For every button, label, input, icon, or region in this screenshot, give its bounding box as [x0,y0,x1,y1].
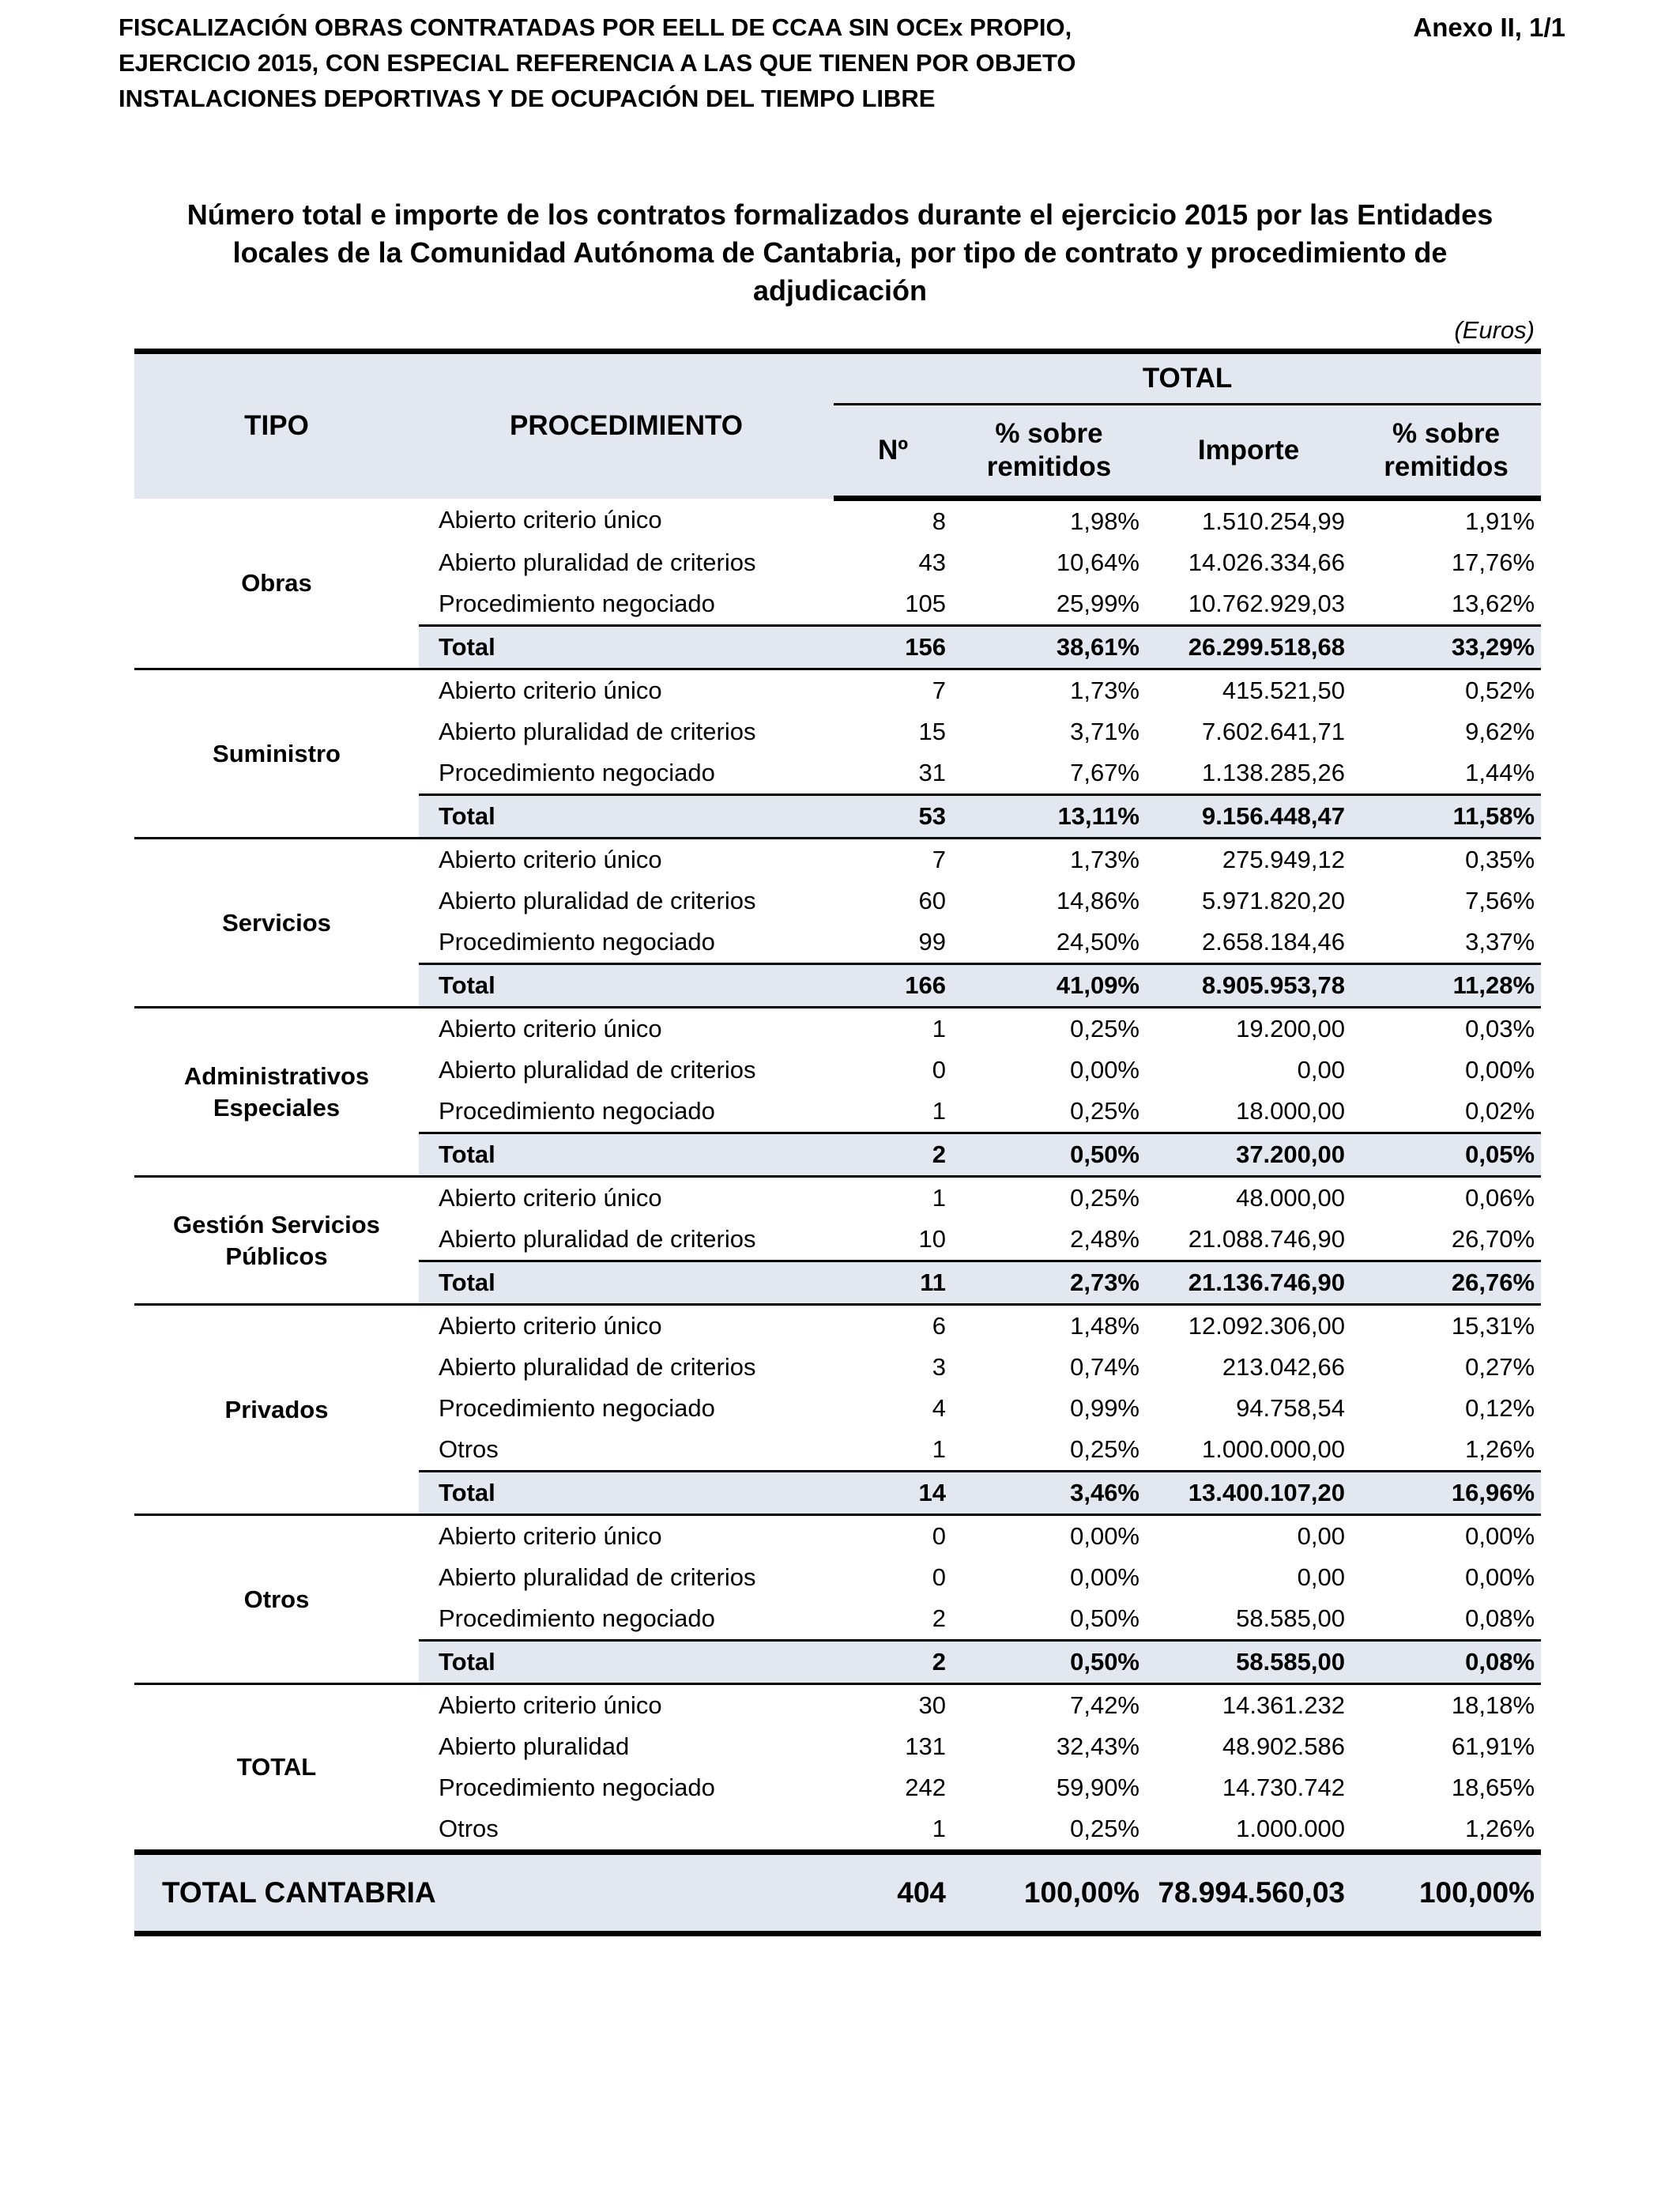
procedimiento-cell: Abierto criterio único [439,1015,662,1042]
procedimiento-cell: Procedimiento negociado [439,1604,715,1632]
header-line: INSTALACIONES DEPORTIVAS Y DE OCUPACIÓN DEL TIEMPO LIBRE [119,85,936,112]
pct-importe-cell: 18,18% [1451,1691,1535,1719]
importe-cell: 94.758,54 [1236,1394,1345,1422]
importe-cell: 1.000.000,00 [1201,1435,1345,1463]
importe-cell: 1.510.254,99 [1201,507,1345,535]
pct-importe-cell: 1,26% [1465,1815,1535,1842]
header-importe: Importe [1146,405,1351,499]
table-row [134,1515,1541,1558]
importe-cell: 18.000,00 [1236,1097,1345,1125]
count-cell: 131 [905,1732,946,1760]
units-label: (Euros) [1454,316,1535,344]
grand-count-cell: 404 [834,1853,952,1934]
pct-count-cell: 38,61% [952,626,1146,669]
pct-importe-cell: 0,02% [1465,1097,1535,1125]
procedimiento-cell: Procedimiento negociado [439,759,715,786]
pct-importe-cell: 17,76% [1451,548,1535,576]
grand-total-row [134,1853,1541,1934]
grand-pct-importe-cell: 100,00% [1351,1853,1541,1934]
importe-cell: 21.088.746,90 [1188,1225,1345,1253]
procedimiento-cell: Abierto pluralidad de criterios [439,1056,756,1084]
pct-importe-cell: 61,91% [1451,1732,1535,1760]
tipo-cell: Suministro [134,669,419,839]
table-row [134,1177,1541,1220]
count-cell: 0 [932,1563,946,1591]
importe-cell: 10.762.929,03 [1188,590,1345,617]
pct-importe-cell: 1,44% [1465,759,1535,786]
pct-importe-cell: 26,76% [1351,1261,1541,1305]
header-total: TOTAL [834,352,1541,405]
importe-cell: 1.000.000 [1236,1815,1345,1842]
count-cell: 3 [932,1353,946,1381]
pct-count-cell: 0,74% [1070,1353,1139,1381]
pct-importe-cell: 9,62% [1465,718,1535,745]
count-cell: 1 [932,1435,946,1463]
pct-count-cell: 7,42% [1070,1691,1139,1719]
procedimiento-cell: Abierto pluralidad de criterios [439,1225,756,1253]
table-title [134,196,1546,310]
importe-cell: 58.585,00 [1146,1641,1351,1684]
pct-importe-cell: 0,27% [1465,1353,1535,1381]
importe-cell: 275.949,12 [1222,846,1345,873]
importe-cell: 2.658.184,46 [1201,928,1345,956]
importe-cell: 26.299.518,68 [1146,626,1351,669]
count-cell: 1 [932,1097,946,1125]
importe-cell: 14.730.742 [1222,1774,1345,1801]
pct-count-cell: 1,73% [1070,677,1139,704]
pct-count-cell: 3,46% [952,1472,1146,1515]
count-cell: 14 [834,1472,952,1515]
count-cell: 60 [918,887,946,914]
count-cell: 105 [905,590,946,617]
count-cell: 166 [834,964,952,1008]
count-cell: 4 [932,1394,946,1422]
pct-count-cell: 59,90% [1056,1774,1139,1801]
table-row [134,839,1541,881]
title-line: locales de la Comunidad Autónoma de Cantabria, por tipo de contrato y procedimiento de [232,236,1448,269]
importe-cell: 19.200,00 [1236,1015,1345,1042]
pct-importe-cell: 0,00% [1465,1522,1535,1550]
procedimiento-cell: Abierto criterio único [439,1184,662,1212]
pct-count-cell: 7,67% [1070,759,1139,786]
procedimiento-cell: Procedimiento negociado [439,1394,715,1422]
count-cell: 1 [932,1015,946,1042]
pct-importe-cell: 26,70% [1451,1225,1535,1253]
count-cell: 2 [834,1133,952,1177]
procedimiento-cell: Procedimiento negociado [439,1774,715,1801]
importe-cell: 37.200,00 [1146,1133,1351,1177]
grand-total-label: TOTAL CANTABRIA [134,1853,834,1934]
pct-importe-cell: 11,28% [1351,964,1541,1008]
pct-count-cell: 14,86% [1056,887,1139,914]
pct-count-cell: 0,00% [1070,1056,1139,1084]
header-pct-importe: % sobre remitidos [1351,405,1541,499]
count-cell: 8 [932,507,946,535]
count-cell: 99 [918,928,946,956]
importe-cell: 1.138.285,26 [1201,759,1345,786]
count-cell: 11 [834,1261,952,1305]
procedimiento-cell: Total [419,795,834,839]
tipo-cell: Servicios [134,839,419,1008]
tipo-cell: Privados [134,1305,419,1515]
procedimiento-cell: Abierto pluralidad de criterios [439,1353,756,1381]
procedimiento-cell: Procedimiento negociado [439,928,715,956]
pct-importe-cell: 1,26% [1465,1435,1535,1463]
procedimiento-cell: Abierto pluralidad de criterios [439,887,756,914]
count-cell: 156 [834,626,952,669]
count-cell: 6 [932,1312,946,1340]
importe-cell: 213.042,66 [1222,1353,1345,1381]
procedimiento-cell: Abierto criterio único [439,1691,662,1719]
pct-count-cell: 0,25% [1070,1015,1139,1042]
table-row [134,499,1541,543]
pct-importe-cell: 7,56% [1465,887,1535,914]
importe-cell: 5.971.820,20 [1201,887,1345,914]
procedimiento-cell: Abierto criterio único [439,506,662,534]
pct-importe-cell: 18,65% [1451,1774,1535,1801]
table-row [134,669,1541,712]
header-procedimiento: PROCEDIMIENTO [419,352,834,499]
procedimiento-cell: Otros [439,1435,499,1463]
pct-importe-cell: 16,96% [1351,1472,1541,1515]
procedimiento-cell: Total [419,1261,834,1305]
tipo-cell: TOTAL [236,1753,317,1781]
procedimiento-cell: Abierto pluralidad de criterios [439,548,756,576]
pct-importe-cell: 0,52% [1465,677,1535,704]
procedimiento-cell: Abierto criterio único [439,677,662,704]
importe-cell: 9.156.448,47 [1146,795,1351,839]
pct-count-cell: 1,48% [1070,1312,1139,1340]
tipo-cell: Administrativos Especiales [134,1008,419,1177]
procedimiento-cell: Abierto criterio único [439,1312,662,1340]
importe-cell: 8.905.953,78 [1146,964,1351,1008]
pct-count-cell: 24,50% [1056,928,1139,956]
importe-cell: 7.602.641,71 [1201,718,1345,745]
header-tipo: TIPO [134,352,419,499]
pct-count-cell: 32,43% [1056,1732,1139,1760]
procedimiento-cell: Abierto pluralidad de criterios [439,718,756,745]
pct-importe-cell: 33,29% [1351,626,1541,669]
pct-count-cell: 0,99% [1070,1394,1139,1422]
count-cell: 1 [932,1815,946,1842]
tipo-cell: Otros [134,1515,419,1684]
table-row [134,1305,1541,1348]
count-cell: 2 [834,1641,952,1684]
count-cell: 7 [932,846,946,873]
tipo-cell: Obras [134,499,419,669]
procedimiento-cell: Procedimiento negociado [439,590,715,617]
pct-count-cell: 0,25% [1070,1815,1139,1842]
procedimiento-cell: Procedimiento negociado [439,1097,715,1125]
procedimiento-cell: Total [419,1641,834,1684]
count-cell: 30 [918,1691,946,1719]
importe-cell: 0,00 [1297,1056,1345,1084]
table-row [134,1008,1541,1050]
pct-count-cell: 0,50% [952,1133,1146,1177]
grand-importe-cell: 78.994.560,03 [1146,1853,1351,1934]
importe-cell: 0,00 [1297,1563,1345,1591]
pct-count-cell: 0,25% [1070,1435,1139,1463]
header-num: Nº [834,405,952,499]
pct-importe-cell: 15,31% [1451,1312,1535,1340]
pct-count-cell: 0,25% [1070,1184,1139,1212]
contracts-table [134,349,1541,1936]
count-cell: 1 [932,1184,946,1212]
count-cell: 15 [918,718,946,745]
pct-count-cell: 3,71% [1070,718,1139,745]
pct-importe-cell: 1,91% [1465,507,1535,535]
count-cell: 0 [932,1522,946,1550]
procedimiento-cell: Otros [439,1815,499,1842]
pct-count-cell: 0,00% [1070,1563,1139,1591]
procedimiento-cell: Abierto pluralidad de criterios [439,1563,756,1591]
pct-count-cell: 2,73% [952,1261,1146,1305]
header-line: FISCALIZACIÓN OBRAS CONTRATADAS POR EELL DE CCAA SIN OCEx PROPIO, [119,13,1072,41]
count-cell: 43 [918,548,946,576]
pct-importe-cell: 0,06% [1465,1184,1535,1212]
pct-importe-cell: 13,62% [1451,590,1535,617]
count-cell: 10 [918,1225,946,1253]
title-line: Número total e importe de los contratos formalizados durante el ejercicio 2015 por las Entidades [186,198,1494,231]
procedimiento-cell: Abierto pluralidad [439,1732,630,1760]
pct-importe-cell: 0,35% [1465,846,1535,873]
pct-importe-cell: 0,05% [1351,1133,1541,1177]
pct-count-cell: 41,09% [952,964,1146,1008]
count-cell: 242 [905,1774,946,1801]
grand-pct-count-cell: 100,00% [952,1853,1146,1934]
pct-importe-cell: 0,08% [1465,1604,1535,1632]
pct-importe-cell: 0,00% [1465,1056,1535,1084]
procedimiento-cell: Total [419,964,834,1008]
pct-count-cell: 0,00% [1070,1522,1139,1550]
header-line: EJERCICIO 2015, CON ESPECIAL REFERENCIA A LAS QUE TIENEN POR OBJETO [119,49,1076,77]
table-body [134,499,1541,1934]
pct-count-cell: 2,48% [1070,1225,1139,1253]
pct-count-cell: 0,50% [1070,1604,1139,1632]
pct-count-cell: 0,25% [1070,1097,1139,1125]
importe-cell: 58.585,00 [1236,1604,1345,1632]
title-line: adjudicación [752,274,928,307]
procedimiento-cell: Total [419,1133,834,1177]
importe-cell: 0,00 [1297,1522,1345,1550]
tipo-cell: Gestión Servicios Públicos [134,1177,419,1305]
count-cell: 53 [834,795,952,839]
pct-count-cell: 13,11% [952,795,1146,839]
importe-cell: 21.136.746,90 [1146,1261,1351,1305]
pct-importe-cell: 0,12% [1465,1394,1535,1422]
pct-count-cell: 1,98% [1070,507,1139,535]
annex-label: Anexo II, 1/1 [1413,13,1565,42]
count-cell: 0 [932,1056,946,1084]
table-row [134,1684,1541,1727]
header-pct-remitidos: % sobre remitidos [952,405,1146,499]
procedimiento-cell: Total [419,1472,834,1515]
pct-count-cell: 25,99% [1056,590,1139,617]
importe-cell: 12.092.306,00 [1188,1312,1345,1340]
procedimiento-cell: Abierto criterio único [439,846,662,873]
document-header [119,9,1177,116]
count-cell: 7 [932,677,946,704]
importe-cell: 14.361.232 [1222,1691,1345,1719]
procedimiento-cell: Total [419,626,834,669]
procedimiento-cell: Abierto criterio único [439,1522,662,1550]
pct-importe-cell: 0,03% [1465,1015,1535,1042]
importe-cell: 48.000,00 [1236,1184,1345,1212]
pct-count-cell: 1,73% [1070,846,1139,873]
pct-importe-cell: 11,58% [1351,795,1541,839]
pct-count-cell: 10,64% [1056,548,1139,576]
pct-importe-cell: 3,37% [1465,928,1535,956]
pct-importe-cell: 0,00% [1465,1563,1535,1591]
count-cell: 31 [918,759,946,786]
pct-importe-cell: 0,08% [1351,1641,1541,1684]
importe-cell: 48.902.586 [1222,1732,1345,1760]
importe-cell: 13.400.107,20 [1146,1472,1351,1515]
pct-count-cell: 0,50% [952,1641,1146,1684]
importe-cell: 415.521,50 [1222,677,1345,704]
importe-cell: 14.026.334,66 [1188,548,1345,576]
count-cell: 2 [932,1604,946,1632]
